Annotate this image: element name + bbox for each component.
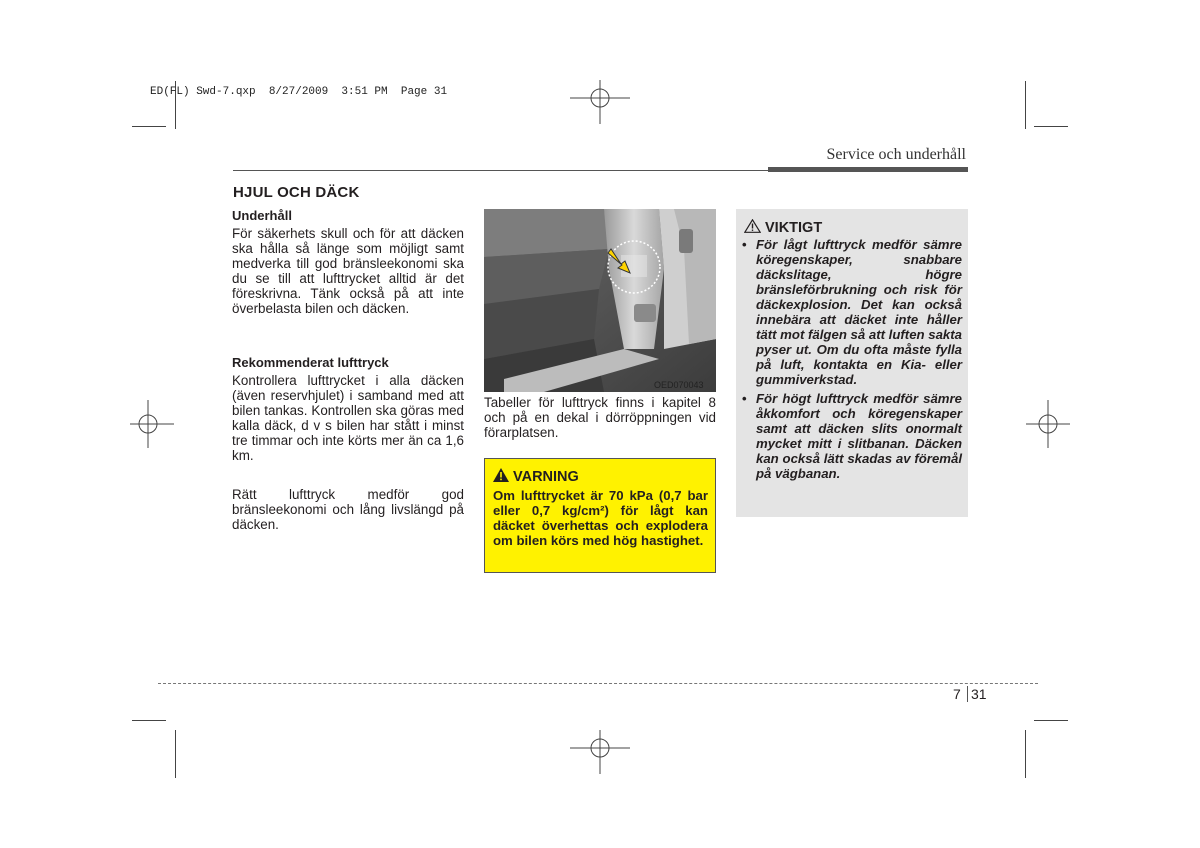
page-number: 31	[971, 686, 987, 702]
pressure-text: Kontrollera lufttrycket i alla däcken (även reservhjulet) i samband med att bilen tankas. Kontrollen ska göras med kalla däck, d v s bilen har stått i minst tre timmar och inte körts mer än ca 1,6 km.	[232, 373, 464, 463]
registration-mark-right	[1026, 400, 1070, 448]
important-item-text: För högt lufttryck medför sämre åkkomfort och köregenskaper samt att däcken slits onormalt mycket mitt i slitbanan. Däcken kan också lätt skadas av föremål på vägbanan.	[756, 391, 962, 481]
header-rule	[233, 170, 768, 171]
chapter-number: 7	[953, 686, 961, 702]
section-header: Service och underhåll	[826, 146, 966, 163]
registration-mark-left	[130, 400, 174, 448]
important-item: • För högt lufttryck medför sämre åkkomfort och köregenskaper samt att däcken slits onormalt mycket mitt i slitbanan. Däcken kan också lätt skadas av föremål på vägbanan.	[742, 391, 962, 481]
page-title: HJUL OCH DÄCK	[233, 184, 360, 201]
warning-triangle-icon	[493, 468, 509, 482]
pressure-heading: Rekommenderat lufttryck	[232, 355, 389, 370]
important-box	[736, 209, 968, 517]
important-title-text: VIKTIGT	[765, 220, 823, 236]
page-number-separator	[967, 686, 968, 702]
maintenance-heading: Underhåll	[232, 208, 292, 223]
important-item: • För lågt lufttryck medför sämre köregenskaper, snabbare däckslitage, högre bränsleförbrukning och risk för däckexplosion. Det kan också innebära att däcket inte håller tätt mot fälgen så att luften sakta pyser ut. Om du ofta måste fylla på luft, kontakta en Kia- eller gummiverkstad.	[742, 237, 962, 387]
maintenance-text: För säkerhets skull och för att däcken ska hålla så länge som möjligt samt medverka till god bränsleekonomi ska du se till att lufttrycket alltid är det föreskrivna. Tänk också på att inte överbelasta bilen och däcken.	[232, 226, 464, 316]
registration-mark-top	[570, 80, 630, 124]
pressure-text-2: Rätt lufttryck medför god bränsleekonomi och lång livslängd på däcken.	[232, 487, 464, 532]
important-item-text: För lågt lufttryck medför sämre köregenskaper, snabbare däckslitage, högre bränsleförbrukning och risk för däckexplosion. Det kan också innebära att däcket inte håller tätt mot fälgen så att luften sakta pyser ut. Om du ofta måste fylla på luft, kontakta en Kia- eller gummiverkstad.	[756, 237, 962, 387]
warning-title-text: VARNING	[513, 469, 579, 485]
photo-code: OED070043	[654, 380, 704, 390]
warning-text: Om lufttrycket är 70 kPa (0,7 bar eller 0,7 kg/cm²) för lågt kan däcket överhettas och explodera om bilen körs med hög hastighet.	[493, 488, 708, 548]
registration-mark-bottom	[570, 730, 630, 774]
important-title	[744, 219, 822, 236]
caution-triangle-icon	[744, 219, 761, 233]
warning-title	[493, 468, 579, 485]
door-opening-photo	[484, 209, 716, 392]
photo-caption: Tabeller för lufttryck finns i kapitel 8 och på en dekal i dörröppningen vid förarplatsen.	[484, 395, 716, 440]
footer-rule	[158, 683, 1038, 684]
print-info: ED(FL) Swd-7.qxp 8/27/2009 3:51 PM Page 31	[150, 86, 448, 98]
header-rule-accent	[768, 167, 968, 172]
important-list	[742, 237, 962, 485]
warning-box	[484, 458, 716, 573]
